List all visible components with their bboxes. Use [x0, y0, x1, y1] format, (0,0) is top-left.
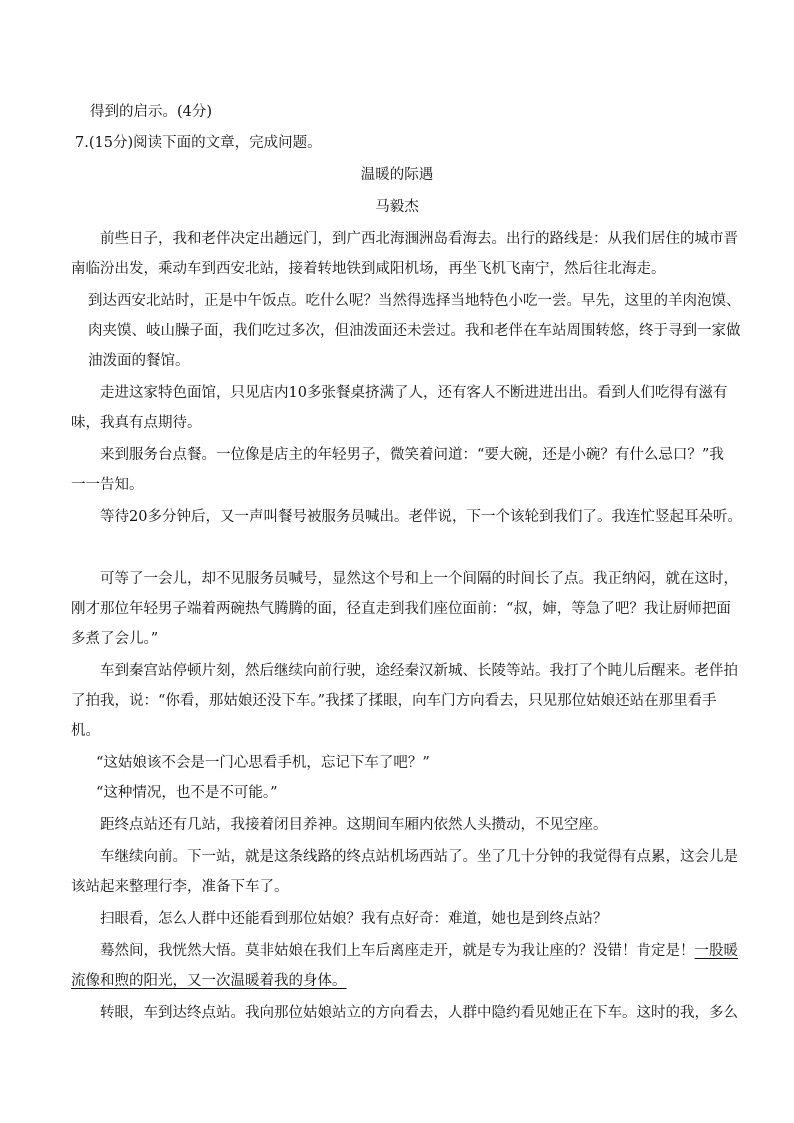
- underlined-sentence: 一股暖: [694, 943, 738, 959]
- paragraph-line: 车继续向前。下一站，就是这条线路的终点站机场西站了。坐了几十分钟的我觉得有点累，这会儿是: [100, 849, 738, 865]
- paragraph-line: 来到服务台点餐。一位像是店主的年轻男子，微笑着问道：“要大碗，还是小碗？有什么忌口？”我: [100, 447, 724, 463]
- paragraph-line: 味，我真有点期待。: [71, 415, 202, 431]
- paragraph-line: [100, 941, 738, 961]
- article-author: 马毅杰: [375, 199, 419, 215]
- prev-question-tail: 得到的启示。(4分): [90, 104, 213, 120]
- paragraph-line: 可等了一会儿，却不见服务员喊号，显然这个号和上一个间隔的时间长了点。我正纳闷，就在这时，: [100, 571, 738, 587]
- paragraph-line: 了拍我，说：“你看，那姑娘还没下车。”我揉了揉眼，向车门方向看去，只见那位姑娘还站在那里看手: [71, 693, 717, 709]
- paragraph-line: 车到秦宫站停顿片刻，然后继续向前行驶，途经秦汉新城、长陵等站。我打了个盹儿后醒来。老伴拍: [100, 663, 738, 679]
- paragraph-line: “这种情况，也不是不可能。”: [96, 785, 278, 801]
- paragraph-line: 机。: [71, 723, 100, 739]
- paragraph-line: 等待20多分钟后，又一声叫餐号被服务员喊出。老伴说，下一个该轮到我们了。我连忙竖起耳朵听。: [100, 509, 742, 525]
- underlined-sentence: 流像和煦的阳光，又一次温暖着我的身体。: [71, 973, 347, 989]
- paragraph-line: “这姑娘该不会是一门心思看手机，忘记下车了吧？”: [96, 755, 430, 771]
- paragraph-line: 到达西安北站时，正是中午饭点。吃什么呢？当然得选择当地特色小吃一尝。早先，这里的羊肉泡馍、: [88, 293, 741, 309]
- paragraph-text: 蓦然间，我恍然大悟。莫非姑娘在我们上车后离座走开，就是专为我让座的？没错！肯定是！: [100, 943, 695, 959]
- paragraph-line: 油泼面的餐馆。: [88, 353, 190, 369]
- paragraph-line: 该站起来整理行李，准备下车了。: [71, 879, 289, 895]
- paragraph-line: 扫眼看，怎么人群中还能看到那位姑娘？我有点好奇：难道，她也是到终点站？: [100, 911, 608, 927]
- paragraph-line: 转眼，车到达终点站。我向那位姑娘站立的方向看去，人群中隐约看见她正在下车。这时的我，多么: [100, 1005, 738, 1021]
- paragraph-line: 刚才那位年轻男子端着两碗热气腾腾的面，径直走到我们座位面前：“叔，婶，等急了吧？我让厨师把面: [71, 601, 731, 617]
- paragraph-line: 前些日子，我和老伴决定出趟远门，到广西北海涠洲岛看海去。出行的路线是：从我们居住的城市晋: [100, 231, 738, 247]
- article-title: 温暖的际遇: [360, 167, 434, 183]
- paragraph-line: 南临汾出发，乘动车到西安北站，接着转地铁到咸阳机场，再坐飞机飞南宁，然后往北海走。: [71, 261, 666, 277]
- paragraph-line: 多煮了会儿。”: [71, 631, 159, 647]
- paragraph-line: 一一告知。: [71, 477, 144, 493]
- paragraph-line: 走进这家特色面馆，只见店内10多张餐桌挤满了人，还有客人不断进进出出。看到人们吃得有滋有: [100, 385, 728, 401]
- paragraph-line: [71, 971, 347, 991]
- question-7-prompt: 7.(15分)阅读下面的文章，完成问题。: [75, 135, 322, 151]
- paragraph-line: 肉夹馍、岐山臊子面，我们吃过多次，但油泼面还未尝过。我和老伴在车站周围转悠，终于寻到一家做: [88, 323, 741, 339]
- paragraph-line: 距终点站还有几站，我接着闭目养神。这期间车厢内依然人头攒动，不见空座。: [100, 817, 608, 833]
